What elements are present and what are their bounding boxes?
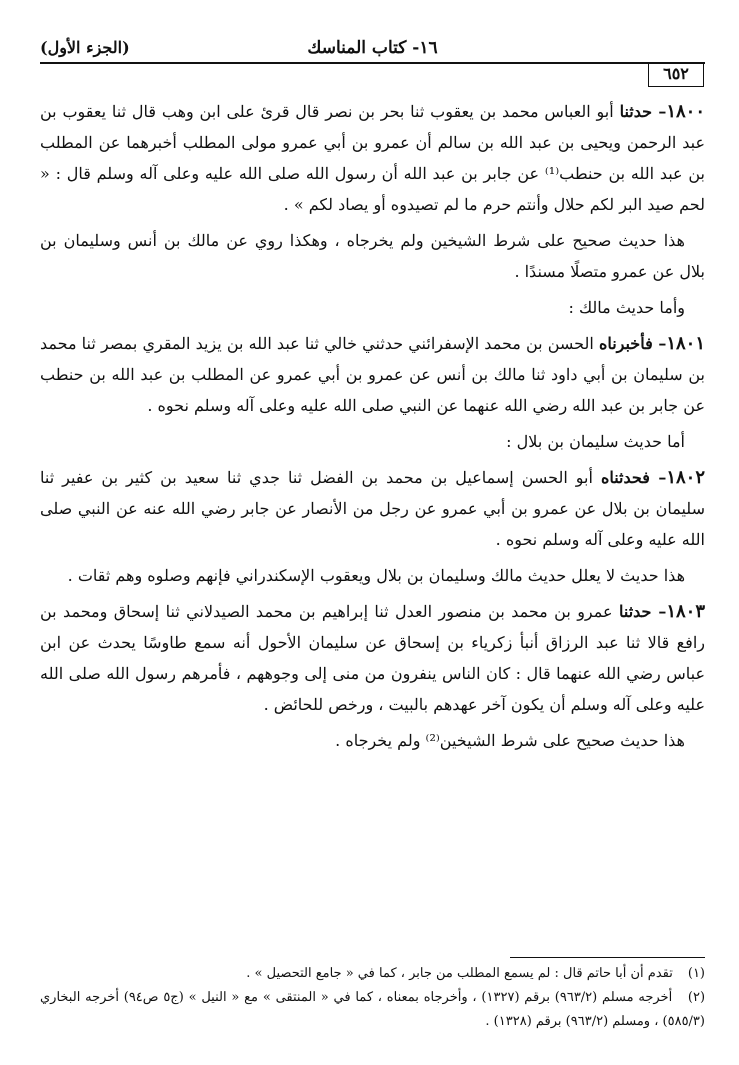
footnotes bbox=[40, 962, 705, 1034]
footnote-text: تقدم أن أبا حاتم قال : لم يسمع المطلب من جابر ، كما في « جامع التحصيل » . bbox=[246, 966, 673, 981]
footnote-number: (٢) bbox=[687, 990, 706, 1005]
hadith-text: الحسن بن محمد الإسفرائني حدثني خالي ثنا عبد الله بن يزيد المقري بمصر ثنا محمد بن سليمان بن أبي داود ثنا مالك بن أنس عن عمرو بن أبي عمرو عن المطلب بن عبد الله بن حنطب عن جابر بن عبد الله رضي الله عنهما عن النبي صلى الله عليه وعلى آله وسلم نحوه . bbox=[40, 334, 705, 415]
hadith-lead: حدثنا bbox=[619, 102, 653, 121]
hadith-text: أبو العباس محمد بن يعقوب ثنا بحر بن نصر قال قرئ على ابن وهب قال ثنا يعقوب بن عبد الرحمن ويحيى بن عبد الله بن سالم أن عمرو بن أبي عمرو مولى المطلب أخبرهما عن المطلب بن عبد الله بن حنطب⁽¹⁾ عن جابر بن عبد الله أن رسول الله صلى الله عليه وعلى آله وسلم قال : « لحم صيد البر لكم حلال وأنتم حرم ما لم تصيدوه أو يصاد لكم » . bbox=[40, 102, 706, 214]
section-sulaiman: أما حديث سليمان بن بلال : bbox=[506, 432, 685, 451]
commentary-1800: هذا حديث صحيح على شرط الشيخين ولم يخرجاه ، وهكذا روي عن مالك بن أنس وسليمان بن بلال عن عمرو متصلًا مسندًا . bbox=[40, 231, 705, 281]
hadith-lead: فأخبرناه bbox=[598, 334, 653, 353]
part-label: (الجزء الأول) bbox=[40, 38, 130, 57]
commentary-1803: هذا حديث صحيح على شرط الشيخين⁽²⁾ ولم يخرجاه . bbox=[335, 731, 685, 750]
hadith-1803: ١٨٠٣– حدثنا عمرو بن محمد بن منصور العدل ثنا إبراهيم بن محمد الصيدلاني ثنا إسحاق ومحمد بن رافع قالا ثنا عبد الرزاق أنبأ زكرياء بن إسحاق عن سليمان الأحول أنه سمع طاوسًا يحدث عن ابن عباس رضي الله عنهما قال : كان الناس ينفرون من منى إلى وجوههم ، فأمرهم رسول الله صلى الله عليه وعلى آله وسلم أن يكون آخر عهدهم بالبيت ، ورخص للحائض . bbox=[40, 601, 706, 714]
hadith-lead: فحدثناه bbox=[600, 468, 650, 487]
hadith-number: ١٨٠٢ bbox=[666, 467, 705, 488]
header-rule bbox=[40, 62, 705, 64]
hadith-text: عمرو بن محمد بن منصور العدل ثنا إبراهيم بن محمد الصيدلاني ثنا إسحاق ومحمد بن رافع قالا ثنا عبد الرزاق أنبأ زكرياء بن إسحاق عن سليمان الأحول أنه سمع طاوسًا يحدث عن ابن عباس رضي الله عنهما قال : كان الناس ينفرون من منى إلى وجوههم ، فأمرهم رسول الله صلى الله عليه وعلى آله وسلم أن يكون آخر عهدهم بالبيت ، ورخص للحائض . bbox=[40, 602, 705, 714]
hadith-number: ١٨٠١ bbox=[666, 333, 705, 354]
hadith-1802: ١٨٠٢– فحدثناه أبو الحسن إسماعيل بن محمد بن الفضل ثنا جدي ثنا سعيد بن كثير بن عفير ثنا سليمان بن بلال عن عمرو بن أبي عمرو عن رجل من الأنصار عن جابر رضي الله عنه عن النبي صلى الله عليه وعلى آله وسلم نحوه . bbox=[40, 467, 705, 549]
footnote-number: (١) bbox=[687, 966, 705, 981]
page-number: ٦٥٢ bbox=[648, 62, 704, 87]
page-header bbox=[40, 38, 705, 62]
page-body bbox=[40, 96, 705, 761]
hadith-number: ١٨٠٠ bbox=[666, 101, 706, 122]
footnote-rule bbox=[510, 957, 705, 958]
hadith-lead: حدثنا bbox=[618, 602, 652, 621]
hadith-number: ١٨٠٣ bbox=[666, 601, 706, 622]
hadith-1800: ١٨٠٠– حدثنا أبو العباس محمد بن يعقوب ثنا بحر بن نصر قال قرئ على ابن وهب قال ثنا يعقوب بن عبد الرحمن ويحيى بن عبد الله بن سالم أن عمرو بن أبي عمرو مولى المطلب أخبرهما عن المطلب بن عبد الله بن حنطب⁽¹⁾ عن جابر بن عبد الله أن رسول الله صلى الله عليه وعلى آله وسلم قال : « لحم صيد البر لكم حلال وأنتم حرم ما لم تصيدوه أو يصاد لكم » . bbox=[40, 101, 706, 214]
hadith-1801: ١٨٠١– فأخبرناه الحسن بن محمد الإسفرائني حدثني خالي ثنا عبد الله بن يزيد المقري بمصر ثنا محمد بن سليمان بن أبي داود ثنا مالك بن أنس عن عمرو بن أبي عمرو عن المطلب بن عبد الله بن حنطب عن جابر بن عبد الله رضي الله عنهما عن النبي صلى الله عليه وعلى آله وسلم نحوه . bbox=[40, 333, 705, 415]
section-malik: وأما حديث مالك : bbox=[568, 298, 685, 317]
footnote-2 bbox=[40, 986, 705, 1034]
hadith-text: أبو الحسن إسماعيل بن محمد بن الفضل ثنا جدي ثنا سعيد بن كثير بن عفير ثنا سليمان بن بلال عن عمرو بن أبي عمرو عن رجل من الأنصار عن جابر رضي الله عنه عن النبي صلى الله عليه وعلى آله وسلم نحوه . bbox=[40, 468, 705, 549]
chapter-title: ١٦- كتاب المناسك bbox=[307, 38, 438, 58]
footnote-text: أخرجه مسلم (٩٦٣/٢) برقم (١٣٢٧) ، وأخرجاه بمعناه ، كما في « المنتقى » مع « النيل » (ج٥ ص٩٤) أخرجه البخاري (٥٨٥/٣) ، ومسلم (٩٦٣/٢) برقم (١٣٢٨) . bbox=[40, 990, 705, 1029]
commentary-1802: هذا حديث لا يعلل حديث مالك وسليمان بن بلال ويعقوب الإسكندراني فإنهم وصلوه وهم ثقات . bbox=[67, 566, 685, 585]
footnote-1 bbox=[40, 962, 705, 986]
